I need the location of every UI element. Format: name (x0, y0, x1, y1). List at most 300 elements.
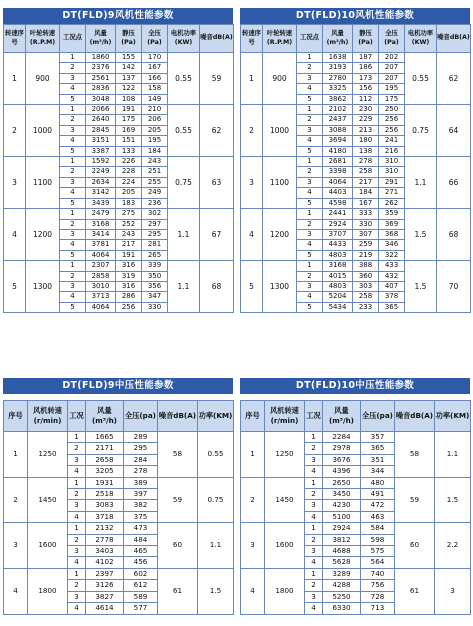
total-pressure-cell: 281 (142, 240, 168, 250)
rpm-cell: 1200 (26, 209, 60, 261)
group-number-cell: 1 (241, 53, 263, 105)
noise-cell: 66 (437, 157, 471, 209)
static-pressure-cell: 233 (353, 302, 379, 312)
operating-point-cell: 1 (305, 568, 323, 579)
operating-point-cell: 2 (68, 580, 86, 591)
static-pressure-cell: 316 (116, 261, 142, 271)
column-header: 噪音dB(A) (158, 401, 198, 432)
airflow-cell: 3862 (323, 94, 353, 104)
table-row (241, 157, 471, 167)
total-pressure-cell: 241 (379, 136, 405, 146)
airflow-cell: 4403 (323, 188, 353, 198)
airflow-cell: 4064 (86, 302, 116, 312)
total-pressure-cell: 205 (142, 125, 168, 135)
airflow-cell: 2845 (86, 125, 116, 135)
operating-point-cell: 4 (305, 466, 323, 477)
static-pressure-cell: 258 (353, 167, 379, 177)
column-header: 静压(Pa) (116, 25, 142, 53)
airflow-cell: 3168 (323, 261, 353, 271)
airflow-cell: 3083 (86, 500, 124, 511)
total-pressure-cell: 278 (124, 466, 158, 477)
airflow-cell: 2066 (86, 105, 116, 115)
airflow-cell: 3289 (323, 568, 361, 579)
column-header: 序号 (241, 401, 265, 432)
table-row (4, 261, 234, 271)
static-pressure-cell: 258 (353, 292, 379, 302)
operating-point-cell: 1 (60, 53, 86, 63)
static-pressure-cell: 156 (353, 84, 379, 94)
power-cell: 1.5 (198, 568, 234, 614)
total-pressure-cell: 346 (379, 240, 405, 250)
column-header: 功率(KM) (435, 401, 471, 432)
operating-point-cell: 4 (305, 557, 323, 568)
airflow-cell: 2634 (86, 177, 116, 187)
static-pressure-cell: 307 (353, 229, 379, 239)
airflow-cell: 3088 (323, 125, 353, 135)
rpm-cell: 1450 (265, 477, 305, 523)
total-pressure-cell: 339 (142, 261, 168, 271)
operating-point-cell: 3 (305, 546, 323, 557)
total-pressure-cell: 149 (142, 94, 168, 104)
static-pressure-cell: 319 (116, 271, 142, 281)
noise-cell: 60 (395, 523, 435, 569)
operating-point-cell: 3 (60, 177, 86, 187)
operating-point-cell: 2 (60, 271, 86, 281)
operating-point-cell: 2 (60, 115, 86, 125)
total-pressure-cell: 291 (379, 177, 405, 187)
static-pressure-cell: 286 (116, 292, 142, 302)
operating-point-cell: 4 (68, 511, 86, 522)
static-pressure-cell: 259 (353, 240, 379, 250)
airflow-cell: 4064 (323, 177, 353, 187)
static-pressure-cell: 275 (116, 209, 142, 219)
column-header: 工况 (68, 401, 86, 432)
table-row (241, 261, 471, 271)
airflow-cell: 2307 (86, 261, 116, 271)
airflow-cell: 3694 (323, 136, 353, 146)
operating-point-cell: 1 (297, 53, 323, 63)
airflow-cell: 6330 (323, 603, 361, 614)
operating-point-cell: 2 (68, 443, 86, 454)
operating-point-cell: 3 (305, 454, 323, 465)
total-pressure-cell: 491 (361, 489, 395, 500)
group-number-cell: 2 (4, 105, 26, 157)
rpm-cell: 1450 (28, 477, 68, 523)
operating-point-cell: 2 (297, 167, 323, 177)
motor-power-cell: 1.5 (405, 261, 437, 313)
group-number-cell: 2 (4, 477, 28, 523)
airflow-cell: 2561 (86, 73, 116, 83)
static-pressure-cell: 278 (353, 157, 379, 167)
airflow-cell: 3398 (323, 167, 353, 177)
rpm-cell: 900 (263, 53, 297, 105)
total-pressure-cell: 350 (142, 271, 168, 281)
operating-point-cell: 3 (68, 454, 86, 465)
total-pressure-cell: 484 (124, 534, 158, 545)
operating-point-cell: 5 (60, 302, 86, 312)
static-pressure-cell: 191 (116, 250, 142, 260)
motor-power-cell: 0.75 (168, 157, 200, 209)
column-header: 静压(Pa) (353, 25, 379, 53)
operating-point-cell: 4 (297, 240, 323, 250)
total-pressure-cell: 612 (124, 580, 158, 591)
total-pressure-cell: 456 (124, 557, 158, 568)
group-number-cell: 3 (4, 157, 26, 209)
operating-point-cell: 3 (60, 281, 86, 291)
operating-point-cell: 2 (297, 219, 323, 229)
power-cell: 0.55 (198, 432, 234, 478)
airflow-cell: 3707 (323, 229, 353, 239)
operating-point-cell: 2 (305, 489, 323, 500)
airflow-cell: 2376 (86, 63, 116, 73)
performance-table (3, 24, 234, 313)
operating-point-cell: 1 (305, 523, 323, 534)
operating-point-cell: 5 (297, 302, 323, 312)
airflow-cell: 3718 (86, 511, 124, 522)
static-pressure-cell: 151 (116, 136, 142, 146)
operating-point-cell: 1 (60, 157, 86, 167)
total-pressure-cell: 357 (361, 432, 395, 443)
noise-cell: 60 (158, 523, 198, 569)
table-row (241, 523, 471, 534)
static-pressure-cell: 303 (353, 281, 379, 291)
total-pressure-cell: 256 (379, 115, 405, 125)
column-header: 全压(Pa) (142, 25, 168, 53)
airflow-cell: 3450 (323, 489, 361, 500)
panel-title: DT(FLD)9风机性能参数 (3, 8, 233, 24)
airflow-cell: 2441 (323, 209, 353, 219)
operating-point-cell: 3 (305, 500, 323, 511)
column-header: 风机转速(r/min) (28, 401, 68, 432)
motor-power-cell: 1.1 (168, 261, 200, 313)
table-row (241, 477, 471, 488)
group-number-cell: 3 (241, 157, 263, 209)
static-pressure-cell: 167 (353, 198, 379, 208)
column-header: 风量(m³/h) (86, 25, 116, 53)
operating-point-cell: 2 (60, 167, 86, 177)
static-pressure-cell: 217 (353, 177, 379, 187)
airflow-cell: 2102 (323, 105, 353, 115)
static-pressure-cell: 243 (116, 229, 142, 239)
operating-point-cell: 4 (297, 136, 323, 146)
airflow-cell: 3403 (86, 546, 124, 557)
group-number-cell: 1 (4, 53, 26, 105)
total-pressure-cell: 243 (142, 157, 168, 167)
column-header: 风量(m³/h) (86, 401, 124, 432)
operating-point-cell: 3 (68, 500, 86, 511)
airflow-cell: 5250 (323, 591, 361, 602)
airflow-cell: 4064 (86, 250, 116, 260)
static-pressure-cell: 230 (353, 105, 379, 115)
rpm-cell: 1100 (263, 157, 297, 209)
rpm-cell: 1100 (26, 157, 60, 209)
noise-cell: 61 (395, 568, 435, 614)
total-pressure-cell: 365 (379, 302, 405, 312)
operating-point-cell: 3 (297, 125, 323, 135)
column-header: 全压(pa) (124, 401, 158, 432)
airflow-cell: 3713 (86, 292, 116, 302)
panel-dt9-medium-pressure (3, 378, 233, 615)
performance-table (240, 400, 471, 615)
column-header: 全压(Pa) (379, 25, 405, 53)
rpm-cell: 1600 (28, 523, 68, 569)
total-pressure-cell: 378 (379, 292, 405, 302)
total-pressure-cell: 473 (124, 523, 158, 534)
airflow-cell: 1931 (86, 477, 124, 488)
airflow-cell: 3387 (86, 146, 116, 156)
rpm-cell: 1200 (263, 209, 297, 261)
total-pressure-cell: 251 (142, 167, 168, 177)
total-pressure-cell: 344 (361, 466, 395, 477)
airflow-cell: 3151 (86, 136, 116, 146)
rpm-cell: 1250 (28, 432, 68, 478)
airflow-cell: 2640 (86, 115, 116, 125)
operating-point-cell: 1 (60, 261, 86, 271)
operating-point-cell: 4 (305, 603, 323, 614)
column-header: 噪音dB(A) (437, 25, 471, 53)
static-pressure-cell: 229 (353, 115, 379, 125)
total-pressure-cell: 297 (142, 219, 168, 229)
performance-table (240, 24, 471, 313)
noise-cell: 63 (200, 157, 234, 209)
operating-point-cell: 2 (60, 63, 86, 73)
total-pressure-cell: 195 (142, 136, 168, 146)
static-pressure-cell: 217 (116, 240, 142, 250)
airflow-cell: 4433 (323, 240, 353, 250)
operating-point-cell: 4 (60, 292, 86, 302)
group-number-cell: 5 (241, 261, 263, 313)
static-pressure-cell: 186 (353, 63, 379, 73)
group-number-cell: 4 (241, 568, 265, 614)
airflow-cell: 3205 (86, 466, 124, 477)
operating-point-cell: 3 (297, 281, 323, 291)
rpm-cell: 1300 (263, 261, 297, 313)
static-pressure-cell: 137 (116, 73, 142, 83)
total-pressure-cell: 575 (361, 546, 395, 557)
operating-point-cell: 4 (60, 136, 86, 146)
header-row (241, 25, 471, 53)
operating-point-cell: 2 (60, 219, 86, 229)
airflow-cell: 2978 (323, 443, 361, 454)
column-header: 全压(pa) (361, 401, 395, 432)
airflow-cell: 4803 (323, 250, 353, 260)
operating-point-cell: 4 (297, 292, 323, 302)
operating-point-cell: 2 (297, 63, 323, 73)
operating-point-cell: 5 (297, 250, 323, 260)
operating-point-cell: 5 (297, 94, 323, 104)
static-pressure-cell: 213 (353, 125, 379, 135)
airflow-cell: 2397 (86, 568, 124, 579)
noise-cell: 64 (437, 105, 471, 157)
static-pressure-cell: 180 (353, 136, 379, 146)
noise-cell: 59 (200, 53, 234, 105)
static-pressure-cell: 228 (116, 167, 142, 177)
rpm-cell: 1800 (28, 568, 68, 614)
rpm-cell: 1250 (265, 432, 305, 478)
motor-power-cell: 0.55 (168, 105, 200, 157)
operating-point-cell: 2 (68, 489, 86, 500)
total-pressure-cell: 375 (124, 511, 158, 522)
table-row (4, 523, 234, 534)
group-number-cell: 3 (241, 523, 265, 569)
column-header: 噪音dB(A) (200, 25, 234, 53)
static-pressure-cell: 191 (116, 105, 142, 115)
total-pressure-cell: 463 (361, 511, 395, 522)
total-pressure-cell: 167 (142, 63, 168, 73)
total-pressure-cell: 322 (379, 250, 405, 260)
static-pressure-cell: 122 (116, 84, 142, 94)
table-row (4, 432, 234, 443)
total-pressure-cell: 407 (379, 281, 405, 291)
static-pressure-cell: 138 (353, 146, 379, 156)
total-pressure-cell: 330 (142, 302, 168, 312)
column-header: 工况点 (60, 25, 86, 53)
airflow-cell: 2924 (323, 523, 361, 534)
operating-point-cell: 1 (68, 568, 86, 579)
table-row (4, 477, 234, 488)
static-pressure-cell: 205 (116, 188, 142, 198)
airflow-cell: 2249 (86, 167, 116, 177)
total-pressure-cell: 158 (142, 84, 168, 94)
airflow-cell: 5100 (323, 511, 361, 522)
operating-point-cell: 5 (297, 198, 323, 208)
panel-dt10-fan (240, 8, 470, 313)
total-pressure-cell: 262 (379, 198, 405, 208)
total-pressure-cell: 295 (142, 229, 168, 239)
operating-point-cell: 5 (297, 146, 323, 156)
noise-cell: 58 (158, 432, 198, 478)
total-pressure-cell: 713 (361, 603, 395, 614)
static-pressure-cell: 226 (116, 157, 142, 167)
header-row (241, 401, 471, 432)
column-header: 工况点 (297, 25, 323, 53)
total-pressure-cell: 216 (379, 146, 405, 156)
static-pressure-cell: 112 (353, 94, 379, 104)
operating-point-cell: 1 (297, 105, 323, 115)
group-number-cell: 4 (4, 209, 26, 261)
rpm-cell: 1600 (265, 523, 305, 569)
total-pressure-cell: 265 (142, 250, 168, 260)
panel-dt10-medium-pressure (240, 378, 470, 615)
column-header: 风量(m³/h) (323, 401, 361, 432)
table-row (241, 209, 471, 219)
airflow-cell: 2171 (86, 443, 124, 454)
operating-point-cell: 3 (297, 177, 323, 187)
power-cell: 3 (435, 568, 471, 614)
total-pressure-cell: 347 (142, 292, 168, 302)
airflow-cell: 3168 (86, 219, 116, 229)
operating-point-cell: 5 (60, 198, 86, 208)
airflow-cell: 3126 (86, 580, 124, 591)
static-pressure-cell: 316 (116, 281, 142, 291)
noise-cell: 59 (158, 477, 198, 523)
operating-point-cell: 3 (68, 591, 86, 602)
rpm-cell: 1300 (26, 261, 60, 313)
operating-point-cell: 1 (68, 523, 86, 534)
rpm-cell: 1800 (265, 568, 305, 614)
noise-cell: 59 (395, 477, 435, 523)
airflow-cell: 4614 (86, 603, 124, 614)
motor-power-cell: 0.55 (405, 53, 437, 105)
operating-point-cell: 3 (68, 546, 86, 557)
group-number-cell: 2 (241, 477, 265, 523)
table-row (4, 53, 234, 63)
total-pressure-cell: 195 (379, 84, 405, 94)
group-number-cell: 1 (4, 432, 28, 478)
airflow-cell: 2650 (323, 477, 361, 488)
airflow-cell: 2778 (86, 534, 124, 545)
power-cell: 1.1 (198, 523, 234, 569)
total-pressure-cell: 206 (142, 115, 168, 125)
airflow-cell: 4396 (323, 466, 361, 477)
total-pressure-cell: 397 (124, 489, 158, 500)
table-row (241, 432, 471, 443)
total-pressure-cell: 740 (361, 568, 395, 579)
total-pressure-cell: 170 (142, 53, 168, 63)
motor-power-cell: 1.1 (405, 157, 437, 209)
total-pressure-cell: 564 (361, 557, 395, 568)
operating-point-cell: 4 (68, 466, 86, 477)
operating-point-cell: 2 (68, 534, 86, 545)
operating-point-cell: 1 (60, 105, 86, 115)
table-row (4, 105, 234, 115)
column-header: 工况 (305, 401, 323, 432)
column-header: 转速序号 (4, 25, 26, 53)
total-pressure-cell: 602 (124, 568, 158, 579)
group-number-cell: 4 (241, 209, 263, 261)
operating-point-cell: 4 (68, 557, 86, 568)
column-header: 电机功率(KW) (405, 25, 437, 53)
operating-point-cell: 3 (60, 229, 86, 239)
airflow-cell: 4288 (323, 580, 361, 591)
airflow-cell: 4015 (323, 271, 353, 281)
operating-point-cell: 3 (297, 73, 323, 83)
noise-cell: 68 (437, 209, 471, 261)
operating-point-cell: 3 (305, 591, 323, 602)
table-row (4, 209, 234, 219)
static-pressure-cell: 184 (353, 188, 379, 198)
operating-point-cell: 1 (60, 209, 86, 219)
static-pressure-cell: 183 (116, 198, 142, 208)
rpm-cell: 1000 (26, 105, 60, 157)
motor-power-cell: 0.75 (405, 105, 437, 157)
operating-point-cell: 1 (305, 477, 323, 488)
airflow-cell: 2658 (86, 454, 124, 465)
total-pressure-cell: 166 (142, 73, 168, 83)
operating-point-cell: 2 (297, 271, 323, 281)
table-row (241, 53, 471, 63)
performance-table (3, 400, 234, 615)
airflow-cell: 4688 (323, 546, 361, 557)
static-pressure-cell: 252 (116, 219, 142, 229)
operating-point-cell: 2 (305, 580, 323, 591)
operating-point-cell: 3 (60, 125, 86, 135)
operating-point-cell: 1 (297, 157, 323, 167)
group-number-cell: 1 (241, 432, 265, 478)
total-pressure-cell: 382 (124, 500, 158, 511)
airflow-cell: 1638 (323, 53, 353, 63)
column-header: 转速序号 (241, 25, 263, 53)
static-pressure-cell: 175 (116, 115, 142, 125)
total-pressure-cell: 302 (142, 209, 168, 219)
airflow-cell: 2437 (323, 115, 353, 125)
total-pressure-cell: 433 (379, 261, 405, 271)
airflow-cell: 4230 (323, 500, 361, 511)
column-header: 噪音dB(A) (395, 401, 435, 432)
total-pressure-cell: 480 (361, 477, 395, 488)
noise-cell: 70 (437, 261, 471, 313)
noise-cell: 68 (200, 261, 234, 313)
